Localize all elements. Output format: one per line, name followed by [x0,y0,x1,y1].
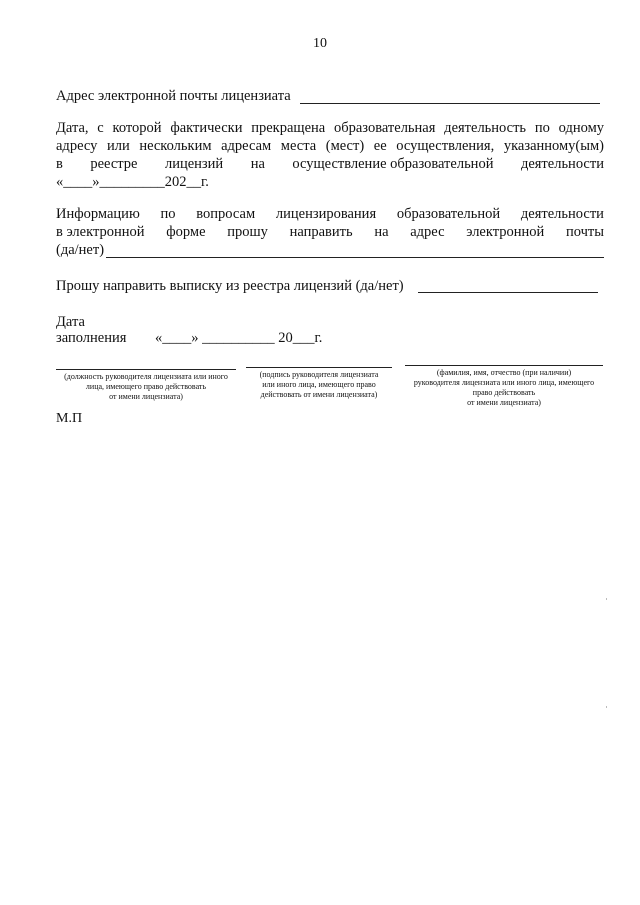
scan-mark [606,598,607,600]
word: деятельности [520,206,604,222]
signature-line-position[interactable] [56,369,236,370]
caption-line: руководителя лицензиата или иного лица, имеющего [413,378,595,387]
caption-line: (должность руководителя лицензиата или иного [64,372,228,381]
word: адрес [410,224,445,240]
caption-line: право действовать [472,388,536,397]
word: образовательной [396,206,501,222]
electronic-info-yes-no-label: (да/нет) [56,242,105,258]
word: лицензий [164,156,224,172]
word: электронной [466,224,545,240]
word: лицензирования [275,206,377,222]
word: Информацию [56,206,140,222]
signature-caption-signature [246,370,392,400]
fill-date-label-line-1: Дата [56,314,85,330]
signature-caption-position [56,372,236,402]
word: почты [565,224,604,240]
signature-caption-full-name [395,368,613,408]
stamp-label: М.П [56,411,83,426]
caption-line: или иного лица, имеющего право [262,380,376,389]
word: форме [166,224,206,240]
word: на [374,224,389,240]
word: вопросам [196,206,256,222]
word: реестре [90,156,138,172]
word: осуществление образовательной [292,156,494,172]
email-label: Адрес электронной почты лицензиата [56,88,291,104]
caption-line: от имени лицензиата) [109,392,183,401]
email-fill-line[interactable] [300,103,600,104]
electronic-info-line-1 [56,206,604,223]
scan-mark [606,706,607,708]
caption-line: (фамилия, имя, отчество (при наличии) [436,368,572,377]
cessation-date-field[interactable]: «____»_________202__г. [56,174,209,190]
extract-request-label: Прошу направить выписку из реестра лицензий (да/нет) [56,278,404,294]
caption-line: лица, имеющего право действовать [85,382,207,391]
word: в электронной [56,224,145,240]
signature-line-full-name[interactable] [405,365,603,366]
word: направить [289,224,353,240]
electronic-info-line-2 [56,224,604,241]
signature-line-signature[interactable] [246,367,392,368]
word: деятельности [520,156,604,172]
page-number: 10 [313,36,327,51]
fill-date-field[interactable]: «____» __________ 20___г. [155,330,323,346]
extract-request-fill-line[interactable] [418,292,598,293]
electronic-info-fill-line[interactable] [106,257,604,258]
fill-date-label-line-2: заполнения [56,330,127,346]
word: в [56,156,63,172]
word: на [250,156,265,172]
caption-line: от имени лицензиата) [467,398,541,407]
cessation-line-1: Дата, с которой фактически прекращена образовательная деятельность по одному [56,120,604,136]
caption-line: действовать от имени лицензиата) [260,390,378,399]
cessation-line-2: адресу или нескольким адресам места (мест) ее осуществления, указанному(ым) [56,138,604,154]
word: прошу [227,224,268,240]
cessation-line-3 [56,156,604,173]
caption-line: (подпись руководителя лицензиата [259,370,379,379]
word: по [160,206,176,222]
